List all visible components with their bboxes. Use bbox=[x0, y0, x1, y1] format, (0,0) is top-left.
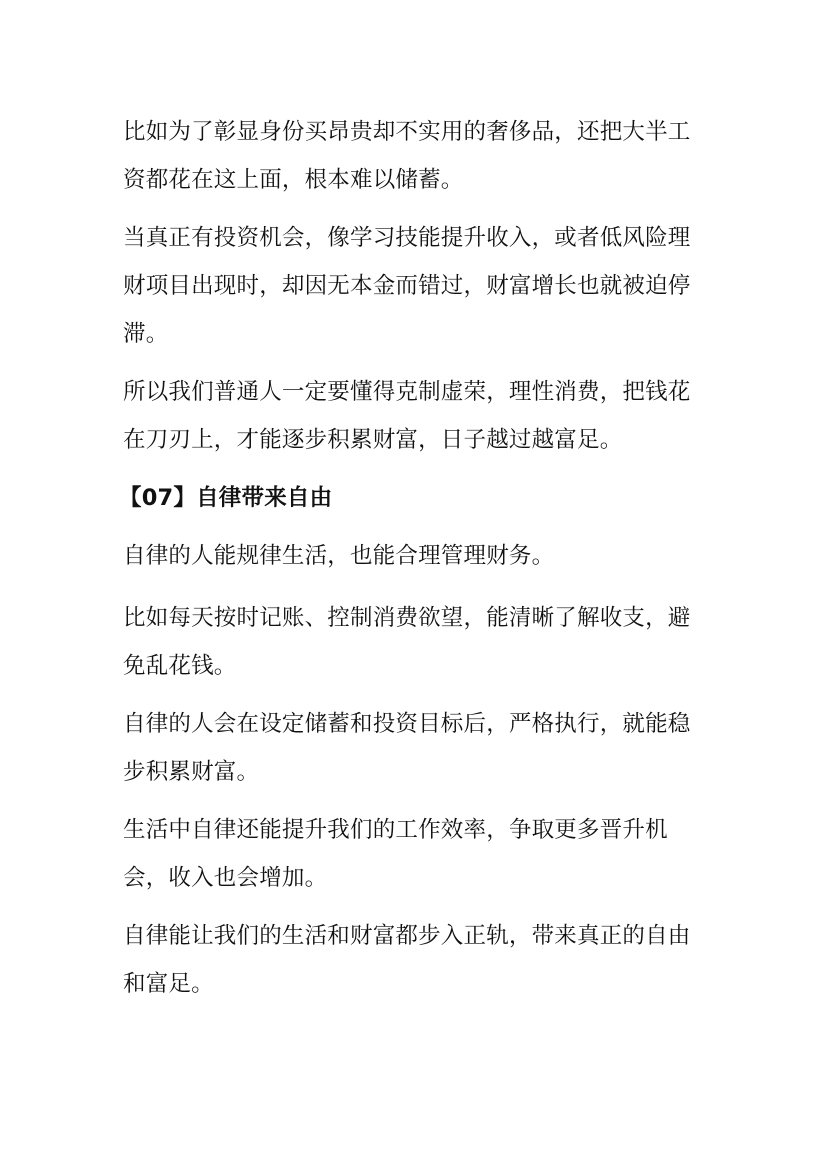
paragraph-savings-goals: 自律的人会在设定储蓄和投资目标后，严格执行，就能稳步积累财富。 bbox=[123, 711, 691, 785]
paragraph-restrain-vanity: 所以我们普通人一定要懂得克制虚荣，理性消费，把钱花在刀刃上，才能逐步积累财富，日子越过越富足。 bbox=[123, 379, 691, 453]
paragraph-bookkeeping-example: 比如每天按时记账、控制消费欲望，能清晰了解收支，避免乱花钱。 bbox=[123, 605, 691, 679]
paragraph-freedom-conclusion: 自律能让我们的生活和财富都步入正轨，带来真正的自由和富足。 bbox=[123, 923, 691, 997]
section-heading: 【07】自律带来自由 bbox=[119, 485, 333, 511]
paragraph-work-efficiency: 生活中自律还能提升我们的工作效率，争取更多晋升机会，收入也会增加。 bbox=[123, 817, 668, 891]
paragraph-self-discipline-intro: 自律的人能规律生活，也能合理管理财务。 bbox=[123, 543, 555, 569]
paragraph-luxury-example: 比如为了彰显身份买昂贵却不实用的奢侈品，还把大半工资都花在这上面，根本难以储蓄。 bbox=[123, 119, 691, 193]
document-page bbox=[119, 108, 708, 1018]
paragraph-missed-opportunity: 当真正有投资机会，像学习技能提升收入，或者低风险理财项目出现时，却因无本金而错过，财富增长也就被迫停滞。 bbox=[123, 225, 691, 347]
